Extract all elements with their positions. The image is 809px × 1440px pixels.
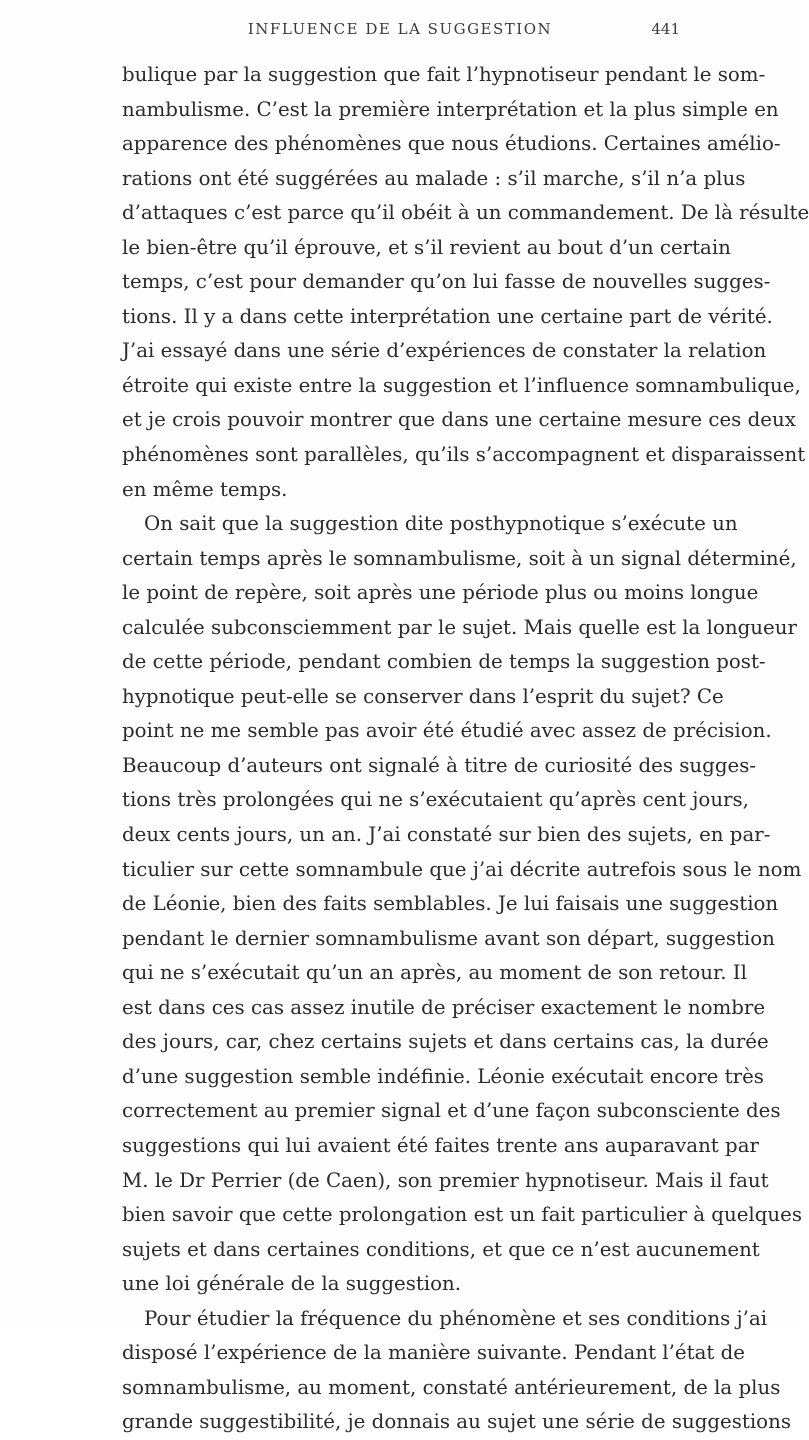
text-line: bulique par la suggestion que fait l’hypnotiseur pendant le som- xyxy=(122,63,766,86)
body-text xyxy=(122,58,809,1440)
text-line: disposé l’expérience de la manière suivante. Pendant l’état de xyxy=(122,1341,745,1365)
paragraph-end-line: une loi générale de la suggestion. xyxy=(122,1272,462,1296)
text-line: le point de repère, soit après une période plus ou moins longue xyxy=(122,581,759,605)
page-number: 441 xyxy=(651,20,680,38)
text-line: certain temps après le somnambulisme, soit à un signal déterminé, xyxy=(122,546,797,570)
paragraph-start-line: On sait que la suggestion dite posthypnotique s’exécute un xyxy=(144,512,738,536)
text-line: tions très prolongées qui ne s’exécutaient qu’après cent jours, xyxy=(122,788,749,812)
text-line: hypnotique peut-elle se conserver dans l’esprit du sujet? Ce xyxy=(122,684,724,708)
running-title: INFLUENCE DE LA SUGGESTION xyxy=(247,20,553,38)
text-line: tions. Il y a dans cette interprétation une certaine part de vérité. xyxy=(122,304,773,328)
text-line: étroite qui existe entre la suggestion et l’influence somnambulique, xyxy=(122,373,801,397)
text-line: phénomènes sont parallèles, qu’ils s’accompagnent et disparaissent xyxy=(122,443,806,467)
text-line: d’une suggestion semble indéfinie. Léonie exécutait encore très xyxy=(122,1064,764,1088)
text-line: pendant le dernier somnambulisme avant son départ, suggestion xyxy=(122,926,775,950)
text-line: grande suggestibilité, je donnais au sujet une série de suggestions xyxy=(122,1410,791,1434)
text-line: Beaucoup d’auteurs ont signalé à titre de curiosité des sugges- xyxy=(122,753,757,777)
text-line: et je crois pouvoir montrer que dans une certaine mesure ces deux xyxy=(122,408,796,432)
text-line: bien savoir que cette prolongation est un fait particulier à quelques xyxy=(122,1203,802,1227)
text-line: des jours, car, chez certains sujets et dans certains cas, la durée xyxy=(122,1030,769,1054)
text-line: suggestions qui lui avaient été faites trente ans auparavant par xyxy=(122,1133,759,1157)
text-line: correctement au premier signal et d’une façon subconsciente des xyxy=(122,1099,781,1123)
text-line: calculée subconsciemment par le sujet. Mais quelle est la longueur xyxy=(122,615,797,639)
text-line: apparence des phénomènes que nous étudions. Certaines amélio- xyxy=(122,132,781,156)
text-line: d’attaques c’est parce qu’il obéit à un commandement. De là résulte xyxy=(122,201,809,225)
text-line: est dans ces cas assez inutile de préciser exactement le nombre xyxy=(122,995,766,1019)
text-line: somnambulisme, au moment, constaté antérieurement, de la plus xyxy=(122,1375,781,1399)
text-line: M. le Dr Perrier (de Caen), son premier hypnotiseur. Mais il faut xyxy=(122,1168,769,1192)
text-line: ticulier sur cette somnambule que j’ai décrite autrefois sous le nom xyxy=(122,857,802,881)
text-line: de cette période, pendant combien de temps la suggestion post- xyxy=(122,650,766,674)
text-line: le bien-être qu’il éprouve, et s’il revient au bout d’un certain xyxy=(122,235,731,259)
text-line: point ne me semble pas avoir été étudié avec assez de précision. xyxy=(122,719,772,743)
paragraph-start-line: Pour étudier la fréquence du phénomène et ses conditions j’ai xyxy=(144,1306,768,1330)
paragraph-end-line: en même temps. xyxy=(122,477,288,501)
running-head xyxy=(0,18,800,44)
text-line: rations ont été suggérées au malade : s’il marche, s’il n’a plus xyxy=(122,166,746,190)
text-line: J’ai essayé dans une série d’expériences de constater la relation xyxy=(122,339,767,363)
text-line: temps, c’est pour demander qu’on lui fasse de nouvelles sugges- xyxy=(122,270,771,294)
text-line: sujets et dans certaines conditions, et que ce n’est aucunement xyxy=(122,1237,760,1261)
text-line: deux cents jours, un an. J’ai constaté sur bien des sujets, en par- xyxy=(122,823,771,847)
text-line: nambulisme. C’est la première interprétation et la plus simple en xyxy=(122,97,779,121)
text-line: qui ne s’exécutait qu’un an après, au moment de son retour. Il xyxy=(122,961,747,985)
text-line: de Léonie, bien des faits semblables. Je lui faisais une suggestion xyxy=(122,892,779,916)
